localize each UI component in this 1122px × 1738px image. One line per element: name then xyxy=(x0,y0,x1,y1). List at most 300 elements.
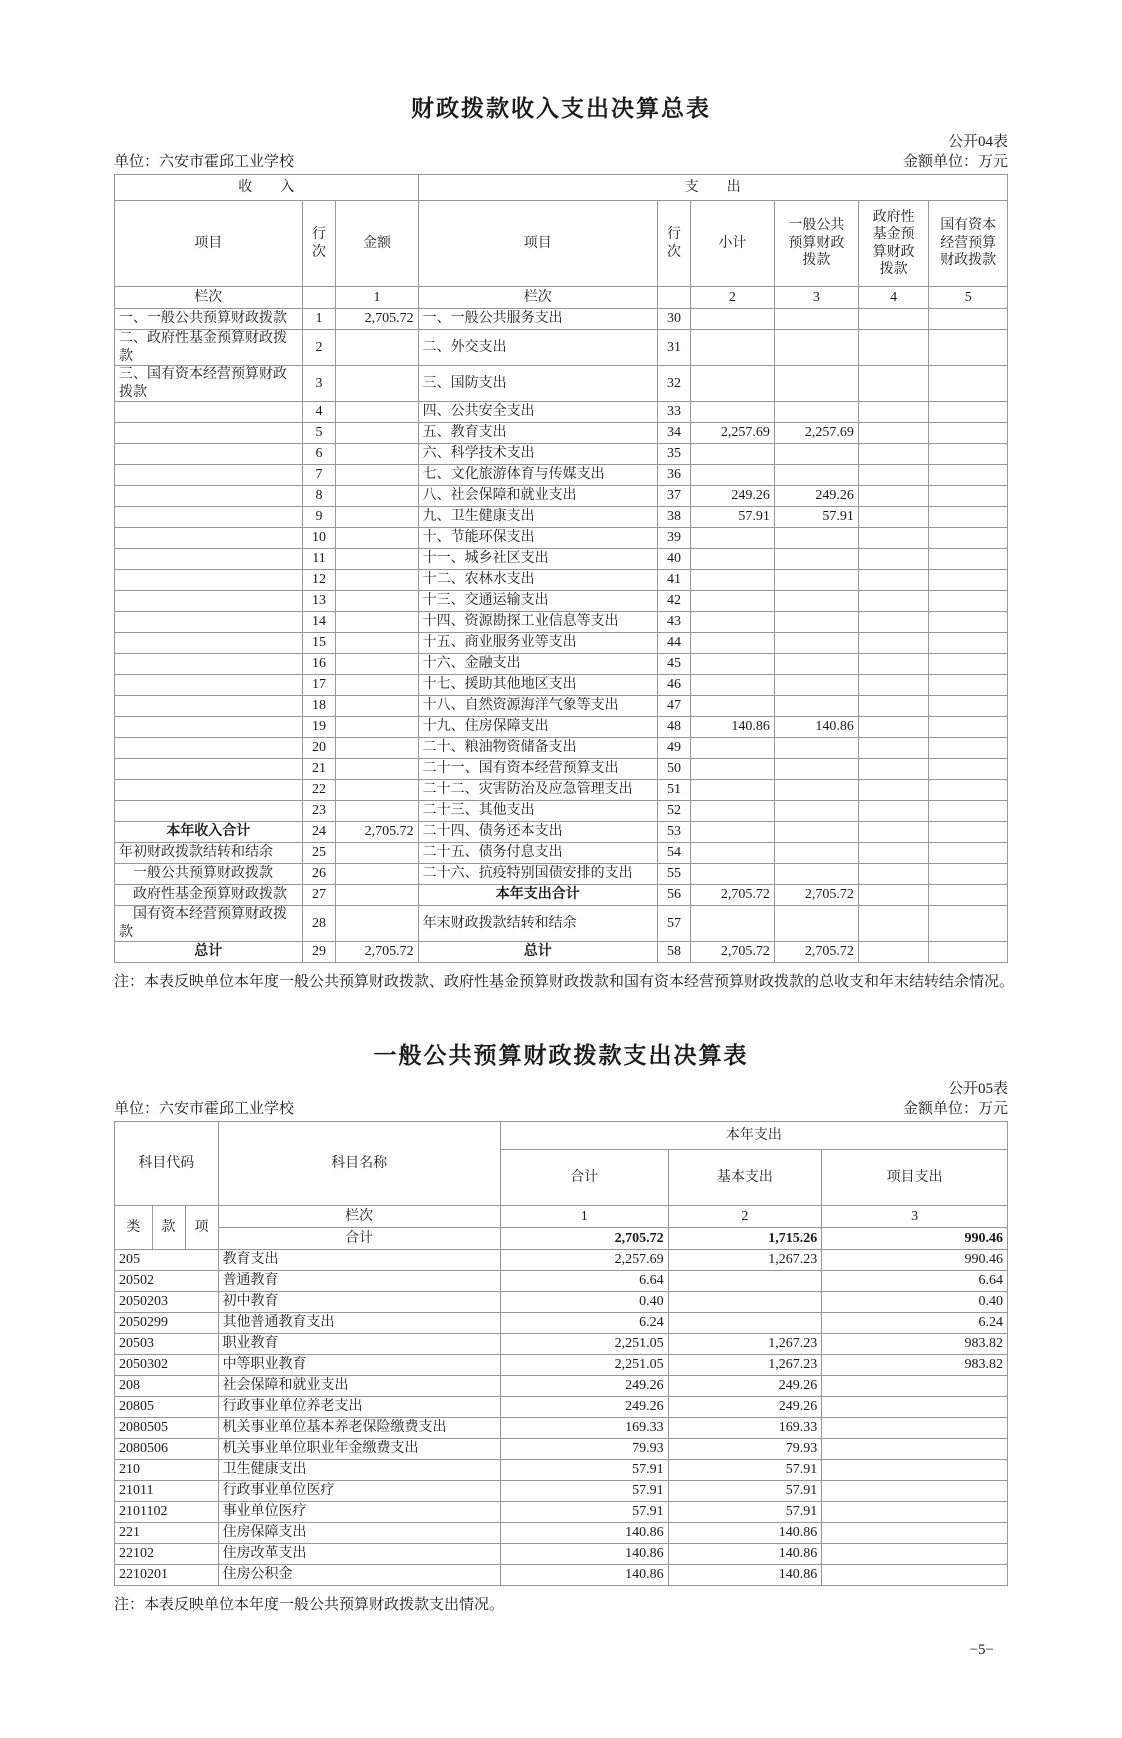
subject-code-cell: 2080505 xyxy=(115,1418,219,1439)
gov-fund-budget-cell xyxy=(858,864,929,885)
summary-table-row xyxy=(115,843,1008,864)
general-public-budget-cell: 249.26 xyxy=(774,486,858,507)
subject-code-cell: 210 xyxy=(115,1460,219,1481)
gov-fund-budget-cell xyxy=(858,570,929,591)
project-expense-cell: 983.82 xyxy=(822,1355,1008,1376)
general-public-budget-cell xyxy=(774,465,858,486)
project-expense-cell xyxy=(822,1565,1008,1586)
expense-detail-row xyxy=(115,1523,1008,1544)
expense-rowno-cell: 40 xyxy=(657,549,690,570)
expense-item-cell: 二、外交支出 xyxy=(418,330,657,366)
subject-name-cell: 社会保障和就业支出 xyxy=(218,1376,500,1397)
income-amount-cell xyxy=(336,549,418,570)
income-item-cell xyxy=(115,486,303,507)
income-item-cell xyxy=(115,717,303,738)
income-amount-cell xyxy=(336,633,418,654)
expense-subtotal-cell xyxy=(690,675,774,696)
general-public-budget-cell xyxy=(774,654,858,675)
project-expense-cell: 6.64 xyxy=(822,1271,1008,1292)
state-capital-budget-cell xyxy=(929,759,1008,780)
gov-fund-budget-cell xyxy=(858,366,929,402)
expense-rowno-cell: 39 xyxy=(657,528,690,549)
unit-label-1: 单位：六安市霍邱工业学校 xyxy=(114,154,295,170)
expense-item-cell: 二十五、债务付息支出 xyxy=(418,843,657,864)
expense-subtotal-cell xyxy=(690,906,774,942)
project-expense-cell xyxy=(822,1460,1008,1481)
expense-subtotal-cell xyxy=(690,822,774,843)
income-amount-cell xyxy=(336,465,418,486)
expense-rowno-cell: 38 xyxy=(657,507,690,528)
income-item-cell xyxy=(115,738,303,759)
expense-detail-row xyxy=(115,1544,1008,1565)
income-item-cell: 政府性基金预算财政拨款 xyxy=(115,885,303,906)
project-expense-cell xyxy=(822,1376,1008,1397)
expense-item-cell: 十七、援助其他地区支出 xyxy=(418,675,657,696)
lanci-label-2: 栏次 xyxy=(418,287,657,309)
income-rowno-cell: 24 xyxy=(302,822,336,843)
general-public-budget-cell xyxy=(774,696,858,717)
expense-item-cell: 十九、住房保障支出 xyxy=(418,717,657,738)
income-item-cell: 国有资本经营预算财政拨款 xyxy=(115,906,303,942)
expense-rowno-cell: 49 xyxy=(657,738,690,759)
grand-total-basic-value: 1,715.26 xyxy=(668,1228,822,1250)
expense-rowno-cell: 34 xyxy=(657,423,690,444)
gov-fund-budget-cell xyxy=(858,612,929,633)
expense-detail-row xyxy=(115,1502,1008,1523)
expense-subtotal-cell xyxy=(690,465,774,486)
summary-table-row xyxy=(115,423,1008,444)
subject-code-cell: 2050299 xyxy=(115,1313,219,1334)
state-capital-budget-cell xyxy=(929,366,1008,402)
total-amount-cell: 57.91 xyxy=(500,1460,668,1481)
income-amount-cell xyxy=(336,570,418,591)
income-rowno-cell: 9 xyxy=(302,507,336,528)
subject-code-cell: 2080506 xyxy=(115,1439,219,1460)
state-capital-budget-cell xyxy=(929,402,1008,423)
gov-fund-budget-cell xyxy=(858,942,929,963)
general-public-budget-cell xyxy=(774,801,858,822)
general-public-budget-cell xyxy=(774,864,858,885)
gov-fund-budget-cell xyxy=(858,423,929,444)
subject-name-cell: 住房保障支出 xyxy=(218,1523,500,1544)
lanci-label: 栏次 xyxy=(115,287,303,309)
income-rowno-header: 行次 xyxy=(302,201,336,287)
income-amount-cell xyxy=(336,780,418,801)
income-item-cell xyxy=(115,423,303,444)
income-rowno-cell: 26 xyxy=(302,864,336,885)
general-public-budget-header: 一般公共预算财政拨款 xyxy=(774,201,858,287)
summary-table-row xyxy=(115,570,1008,591)
income-rowno-cell: 5 xyxy=(302,423,336,444)
income-amount-cell xyxy=(336,801,418,822)
income-amount-cell xyxy=(336,696,418,717)
income-item-cell xyxy=(115,801,303,822)
subject-name-cell: 中等职业教育 xyxy=(218,1355,500,1376)
income-rowno-cell: 25 xyxy=(302,843,336,864)
summary-table-row xyxy=(115,366,1008,402)
income-amount-cell xyxy=(336,486,418,507)
summary-table xyxy=(114,174,1008,963)
state-capital-budget-cell xyxy=(929,444,1008,465)
expense-item-cell: 十、节能环保支出 xyxy=(418,528,657,549)
gov-fund-budget-cell xyxy=(858,633,929,654)
expense-rowno-cell: 36 xyxy=(657,465,690,486)
income-item-cell xyxy=(115,696,303,717)
income-item-cell xyxy=(115,549,303,570)
state-capital-budget-cell xyxy=(929,675,1008,696)
basic-expense-header: 基本支出 xyxy=(668,1150,822,1206)
income-amount-cell: 2,705.72 xyxy=(336,942,418,963)
total-amount-cell: 249.26 xyxy=(500,1397,668,1418)
summary-table-row xyxy=(115,591,1008,612)
state-capital-budget-cell xyxy=(929,780,1008,801)
summary-table-row xyxy=(115,654,1008,675)
basic-expense-cell: 1,267.23 xyxy=(668,1355,822,1376)
gov-fund-budget-header: 政府性基金预算财政拨款 xyxy=(858,201,929,287)
subject-name-cell: 行政事业单位养老支出 xyxy=(218,1397,500,1418)
expense-subtotal-cell: 2,705.72 xyxy=(690,885,774,906)
general-public-budget-cell xyxy=(774,591,858,612)
income-rowno-cell: 4 xyxy=(302,402,336,423)
expense-detail-row xyxy=(115,1334,1008,1355)
summary-table-row xyxy=(115,465,1008,486)
lanci-col-2-t2: 2 xyxy=(668,1206,822,1228)
income-amount-cell xyxy=(336,591,418,612)
income-item-header: 项目 xyxy=(115,201,303,287)
expense-item-cell: 本年支出合计 xyxy=(418,885,657,906)
state-capital-budget-cell xyxy=(929,528,1008,549)
general-public-budget-cell: 2,705.72 xyxy=(774,942,858,963)
expense-item-cell: 二十、粮油物资储备支出 xyxy=(418,738,657,759)
project-expense-cell xyxy=(822,1439,1008,1460)
state-capital-budget-cell xyxy=(929,309,1008,330)
gov-fund-budget-cell xyxy=(858,486,929,507)
subject-name-cell: 机关事业单位职业年金缴费支出 xyxy=(218,1439,500,1460)
state-capital-budget-cell xyxy=(929,507,1008,528)
income-amount-cell xyxy=(336,330,418,366)
subject-code-cell: 21011 xyxy=(115,1481,219,1502)
currency-label-1: 金额单位：万元 xyxy=(902,154,1008,170)
summary-table-row xyxy=(115,780,1008,801)
income-amount-cell xyxy=(336,675,418,696)
general-public-budget-cell xyxy=(774,759,858,780)
state-capital-budget-cell xyxy=(929,843,1008,864)
expense-rowno-cell: 50 xyxy=(657,759,690,780)
general-public-budget-cell xyxy=(774,330,858,366)
year-expense-header: 本年支出 xyxy=(500,1122,1007,1150)
income-amount-cell xyxy=(336,402,418,423)
expense-subtotal-cell xyxy=(690,309,774,330)
expense-detail-row xyxy=(115,1271,1008,1292)
summary-table-row xyxy=(115,507,1008,528)
expense-item-cell: 十五、商业服务业等支出 xyxy=(418,633,657,654)
subject-name-cell: 初中教育 xyxy=(218,1292,500,1313)
gov-fund-budget-cell xyxy=(858,717,929,738)
grand-total-value: 2,705.72 xyxy=(500,1228,668,1250)
lanci-label-t2: 栏次 xyxy=(218,1206,500,1228)
subject-name-cell: 住房公积金 xyxy=(218,1565,500,1586)
project-expense-cell: 990.46 xyxy=(822,1250,1008,1271)
expense-rowno-cell: 54 xyxy=(657,843,690,864)
expense-item-cell: 十二、农林水支出 xyxy=(418,570,657,591)
expense-item-cell: 二十四、债务还本支出 xyxy=(418,822,657,843)
subject-name-cell: 机关事业单位基本养老保险缴费支出 xyxy=(218,1418,500,1439)
summary-table-row xyxy=(115,942,1008,963)
general-public-budget-cell xyxy=(774,822,858,843)
currency-label-2: 金额单位：万元 xyxy=(902,1101,1008,1117)
general-public-budget-cell xyxy=(774,444,858,465)
gov-fund-budget-cell xyxy=(858,549,929,570)
total-amount-cell: 249.26 xyxy=(500,1376,668,1397)
income-amount-cell xyxy=(336,444,418,465)
expense-rowno-cell: 48 xyxy=(657,717,690,738)
grand-total-project-value: 990.46 xyxy=(822,1228,1008,1250)
income-item-cell: 三、国有资本经营预算财政拨款 xyxy=(115,366,303,402)
expense-item-cell: 二十二、灾害防治及应急管理支出 xyxy=(418,780,657,801)
income-rowno-cell: 22 xyxy=(302,780,336,801)
basic-expense-cell: 57.91 xyxy=(668,1502,822,1523)
lanci-col-3-t2: 3 xyxy=(822,1206,1008,1228)
general-public-budget-cell xyxy=(774,843,858,864)
gov-fund-budget-cell xyxy=(858,885,929,906)
total-amount-cell: 57.91 xyxy=(500,1481,668,1502)
expense-item-cell: 七、文化旅游体育与传媒支出 xyxy=(418,465,657,486)
gov-fund-budget-cell xyxy=(858,444,929,465)
income-rowno-cell: 2 xyxy=(302,330,336,366)
state-capital-budget-cell xyxy=(929,591,1008,612)
summary-table-row xyxy=(115,486,1008,507)
gov-fund-budget-cell xyxy=(858,591,929,612)
total-amount-cell: 6.24 xyxy=(500,1313,668,1334)
lanci-col-3: 3 xyxy=(774,287,858,309)
subject-code-cell: 20502 xyxy=(115,1271,219,1292)
state-capital-budget-cell xyxy=(929,885,1008,906)
income-rowno-cell: 27 xyxy=(302,885,336,906)
expense-subtotal-cell xyxy=(690,402,774,423)
expense-rowno-cell: 33 xyxy=(657,402,690,423)
general-public-budget-cell xyxy=(774,675,858,696)
income-rowno-cell: 29 xyxy=(302,942,336,963)
subject-code-cell: 208 xyxy=(115,1376,219,1397)
income-amount-cell xyxy=(336,528,418,549)
income-rowno-cell: 28 xyxy=(302,906,336,942)
income-amount-cell xyxy=(336,843,418,864)
project-expense-cell xyxy=(822,1523,1008,1544)
expense-rowno-cell: 46 xyxy=(657,675,690,696)
expense-detail-row xyxy=(115,1250,1008,1271)
income-item-cell xyxy=(115,654,303,675)
lanci-col-5: 5 xyxy=(929,287,1008,309)
expense-item-cell: 二十一、国有资本经营预算支出 xyxy=(418,759,657,780)
summary-table-row xyxy=(115,402,1008,423)
basic-expense-cell: 57.91 xyxy=(668,1460,822,1481)
doc-title-2: 一般公共预算财政拨款支出决算表 xyxy=(373,1042,749,1068)
state-capital-budget-cell xyxy=(929,486,1008,507)
expense-item-cell: 五、教育支出 xyxy=(418,423,657,444)
expense-rowno-cell: 57 xyxy=(657,906,690,942)
subject-code-cell: 2050302 xyxy=(115,1355,219,1376)
expense-detail-row xyxy=(115,1292,1008,1313)
income-item-cell xyxy=(115,570,303,591)
expense-subtotal-cell xyxy=(690,330,774,366)
subject-code-cell: 20503 xyxy=(115,1334,219,1355)
expense-item-cell: 六、科学技术支出 xyxy=(418,444,657,465)
expense-rowno-cell: 41 xyxy=(657,570,690,591)
subject-code-cell: 2101102 xyxy=(115,1502,219,1523)
expense-subtotal-cell xyxy=(690,633,774,654)
subject-code-cell: 22102 xyxy=(115,1544,219,1565)
summary-table-row xyxy=(115,528,1008,549)
general-public-budget-cell: 2,257.69 xyxy=(774,423,858,444)
summary-table-row xyxy=(115,633,1008,654)
income-item-cell xyxy=(115,465,303,486)
summary-table-row xyxy=(115,675,1008,696)
summary-table-row xyxy=(115,801,1008,822)
income-amount-cell xyxy=(336,864,418,885)
state-capital-budget-cell xyxy=(929,465,1008,486)
total-amount-cell: 140.86 xyxy=(500,1544,668,1565)
subject-name-cell: 普通教育 xyxy=(218,1271,500,1292)
subject-code-cell: 205 xyxy=(115,1250,219,1271)
lanci-col-2: 2 xyxy=(690,287,774,309)
general-public-budget-cell xyxy=(774,633,858,654)
summary-table-row xyxy=(115,696,1008,717)
expense-subtotal-cell xyxy=(690,696,774,717)
income-rowno-cell: 14 xyxy=(302,612,336,633)
state-capital-budget-cell xyxy=(929,864,1008,885)
income-amount-cell xyxy=(336,759,418,780)
subject-name-header: 科目名称 xyxy=(218,1122,500,1206)
income-rowno-cell: 1 xyxy=(302,309,336,330)
item-col-header: 项 xyxy=(185,1206,218,1250)
state-capital-budget-cell xyxy=(929,654,1008,675)
income-rowno-cell: 17 xyxy=(302,675,336,696)
expense-rowno-header: 行次 xyxy=(657,201,690,287)
expense-subtotal-cell xyxy=(690,780,774,801)
general-public-budget-cell xyxy=(774,906,858,942)
income-amount-cell xyxy=(336,717,418,738)
gov-fund-budget-cell xyxy=(858,738,929,759)
income-rowno-cell: 11 xyxy=(302,549,336,570)
state-capital-budget-cell xyxy=(929,801,1008,822)
expense-rowno-cell: 56 xyxy=(657,885,690,906)
lanci-col-1: 1 xyxy=(336,287,418,309)
income-rowno-cell: 7 xyxy=(302,465,336,486)
gov-fund-budget-cell xyxy=(858,675,929,696)
income-item-cell: 本年收入合计 xyxy=(115,822,303,843)
meta-row-1 xyxy=(114,152,1008,172)
basic-expense-cell xyxy=(668,1271,822,1292)
basic-expense-cell xyxy=(668,1292,822,1313)
section-col-header: 款 xyxy=(152,1206,185,1250)
gov-fund-budget-cell xyxy=(858,696,929,717)
general-public-budget-cell: 57.91 xyxy=(774,507,858,528)
state-capital-budget-cell xyxy=(929,822,1008,843)
total-amount-cell: 2,251.05 xyxy=(500,1334,668,1355)
expense-subtotal-cell xyxy=(690,612,774,633)
expense-rowno-cell: 53 xyxy=(657,822,690,843)
expense-rowno-cell: 55 xyxy=(657,864,690,885)
total-amount-cell: 57.91 xyxy=(500,1502,668,1523)
expense-subtotal-cell xyxy=(690,549,774,570)
subject-code-cell: 2210201 xyxy=(115,1565,219,1586)
state-capital-budget-cell xyxy=(929,612,1008,633)
expense-rowno-cell: 35 xyxy=(657,444,690,465)
expense-rowno-cell: 51 xyxy=(657,780,690,801)
basic-expense-cell: 249.26 xyxy=(668,1376,822,1397)
expense-item-cell: 总计 xyxy=(418,942,657,963)
summary-table-row xyxy=(115,864,1008,885)
state-capital-budget-cell xyxy=(929,549,1008,570)
general-public-budget-cell: 2,705.72 xyxy=(774,885,858,906)
income-item-cell: 一般公共预算财政拨款 xyxy=(115,864,303,885)
basic-expense-cell: 57.91 xyxy=(668,1481,822,1502)
income-amount-cell xyxy=(336,885,418,906)
income-item-cell xyxy=(115,591,303,612)
income-rowno-cell: 3 xyxy=(302,366,336,402)
gov-fund-budget-cell xyxy=(858,822,929,843)
expense-detail-row xyxy=(115,1565,1008,1586)
expense-item-cell: 十八、自然资源海洋气象等支出 xyxy=(418,696,657,717)
expense-detail-row xyxy=(115,1460,1008,1481)
expense-item-cell: 十一、城乡社区支出 xyxy=(418,549,657,570)
lanci-col-4: 4 xyxy=(858,287,929,309)
expense-subtotal-cell: 249.26 xyxy=(690,486,774,507)
summary-table-row xyxy=(115,738,1008,759)
project-expense-cell xyxy=(822,1418,1008,1439)
total-amount-cell: 79.93 xyxy=(500,1439,668,1460)
gov-fund-budget-cell xyxy=(858,759,929,780)
grand-total-label: 合计 xyxy=(218,1228,500,1250)
income-amount-cell xyxy=(336,906,418,942)
expense-item-cell: 十四、资源勘探工业信息等支出 xyxy=(418,612,657,633)
expense-group-header: 支 出 xyxy=(418,175,1007,201)
summary-table-row xyxy=(115,549,1008,570)
expense-detail-row xyxy=(115,1313,1008,1334)
summary-table-row xyxy=(115,717,1008,738)
income-amount-header: 金额 xyxy=(336,201,418,287)
general-public-budget-cell xyxy=(774,528,858,549)
expense-rowno-cell: 58 xyxy=(657,942,690,963)
state-capital-budget-cell xyxy=(929,570,1008,591)
income-rowno-cell: 6 xyxy=(302,444,336,465)
expense-rowno-cell: 30 xyxy=(657,309,690,330)
project-expense-cell: 6.24 xyxy=(822,1313,1008,1334)
gov-fund-budget-cell xyxy=(858,528,929,549)
lanci-blank-cell xyxy=(302,287,336,309)
expense-detail-row xyxy=(115,1376,1008,1397)
expense-rowno-cell: 43 xyxy=(657,612,690,633)
income-item-cell xyxy=(115,759,303,780)
table-note-2: 注：本表反映单位本年度一般公共预算财政拨款支出情况。 xyxy=(114,1597,505,1613)
expense-rowno-cell: 37 xyxy=(657,486,690,507)
general-public-budget-cell xyxy=(774,402,858,423)
income-item-cell: 二、政府性基金预算财政拨款 xyxy=(115,330,303,366)
subject-code-cell: 221 xyxy=(115,1523,219,1544)
summary-table-row xyxy=(115,612,1008,633)
basic-expense-cell: 169.33 xyxy=(668,1418,822,1439)
basic-expense-cell: 140.86 xyxy=(668,1523,822,1544)
income-amount-cell xyxy=(336,366,418,402)
state-capital-budget-cell xyxy=(929,717,1008,738)
income-item-cell xyxy=(115,528,303,549)
expense-subtotal-cell xyxy=(690,738,774,759)
expense-subtotal-cell: 2,257.69 xyxy=(690,423,774,444)
income-item-cell: 总计 xyxy=(115,942,303,963)
basic-expense-cell: 140.86 xyxy=(668,1544,822,1565)
expense-detail-row xyxy=(115,1481,1008,1502)
expense-detail-row xyxy=(115,1355,1008,1376)
